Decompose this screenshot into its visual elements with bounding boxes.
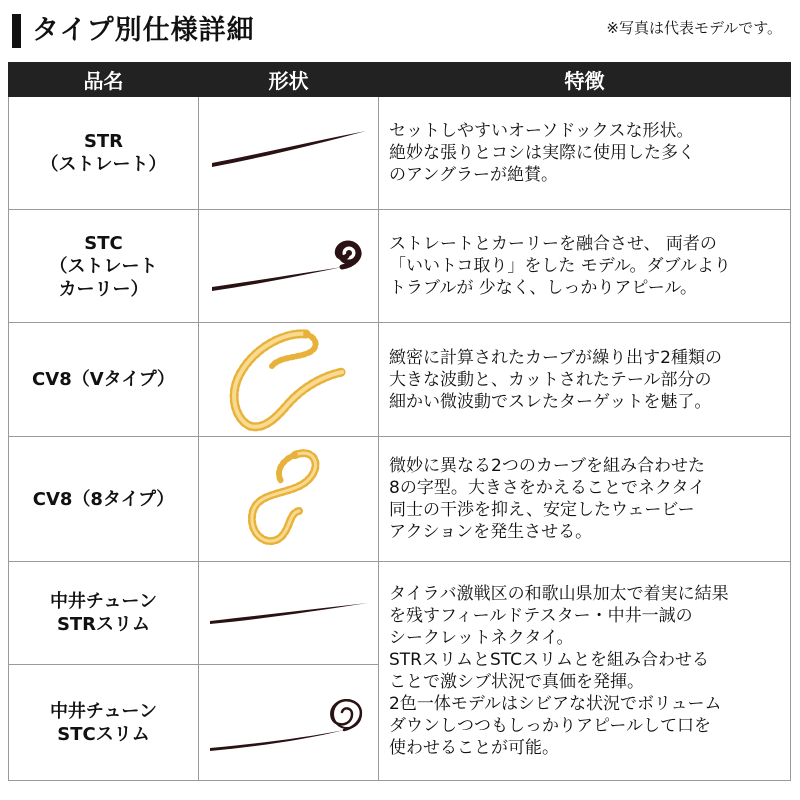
page-title: タイプ別仕様詳細 (32, 15, 255, 46)
shape-cell (199, 437, 379, 562)
shape-cell (199, 665, 379, 781)
feature-text: 緻密に計算されたカーブが繰り出す2種類の 大きな波動と、カットされたテール部分の 細かい微波動でスレたターゲットを魅了。 (379, 323, 791, 437)
table-row (9, 97, 791, 210)
product-name: STR （ストレート） (9, 97, 199, 210)
table-header-row (9, 63, 791, 97)
feature-text: 微妙に異なる2つのカーブを組み合わせた 8の字型。大きさをかえることでネクタイ 同士の干渉を抑え、安定したウェービー アクションを発生させる。 (379, 437, 791, 562)
product-name: 中井チューン STRスリム (9, 562, 199, 665)
slim-straight-tie-icon (204, 593, 374, 633)
table-row (9, 210, 791, 323)
table-row (9, 323, 791, 437)
shape-cell (199, 97, 379, 210)
shape-cell (199, 562, 379, 665)
column-header-feature: 特徴 (379, 63, 791, 97)
photo-note: ※写真は代表モデルです。 (606, 19, 782, 37)
column-header-shape: 形状 (199, 63, 379, 97)
straight-tie-icon (204, 123, 374, 183)
curly-tie-icon (204, 231, 374, 301)
product-name: CV8（8タイプ） (9, 437, 199, 562)
shape-cell (199, 210, 379, 323)
8-type-tie-icon (219, 441, 359, 557)
product-name: CV8（Vタイプ） (9, 323, 199, 437)
slim-curly-tie-icon (204, 688, 374, 758)
table-row (9, 437, 791, 562)
feature-text: ストレートとカーリーを融合させ、 両者の 「いいトコ取り」をした モデル。ダブルより トラブルが 少なく、しっかりアピール。 (379, 210, 791, 323)
feature-text: セットしやすいオーソドックスな形状。 絶妙な張りとコシは実際に使用した多く のアングラーが絶賛。 (379, 97, 791, 210)
spec-table (8, 62, 791, 781)
feature-text: タイラバ激戦区の和歌山県加太で着実に結果 を残すフィールドテスター・中井一誠の シークレットネクタイ。 STRスリムとSTCスリムとを組み合わせる ことで激シブ状況で真価を発揮。 2色一体モデルはシビアな状況でボリューム ダウンしつつもしっかりアピールして口を 使わせることが可能。 (379, 562, 791, 781)
shape-cell (199, 323, 379, 437)
table-row (9, 562, 791, 665)
v-type-tie-icon (214, 326, 364, 434)
column-header-name: 品名 (9, 63, 199, 97)
product-name: STC （ストレート カーリー） (9, 210, 199, 323)
product-name: 中井チューン STCスリム (9, 665, 199, 781)
section-marker (12, 14, 21, 48)
